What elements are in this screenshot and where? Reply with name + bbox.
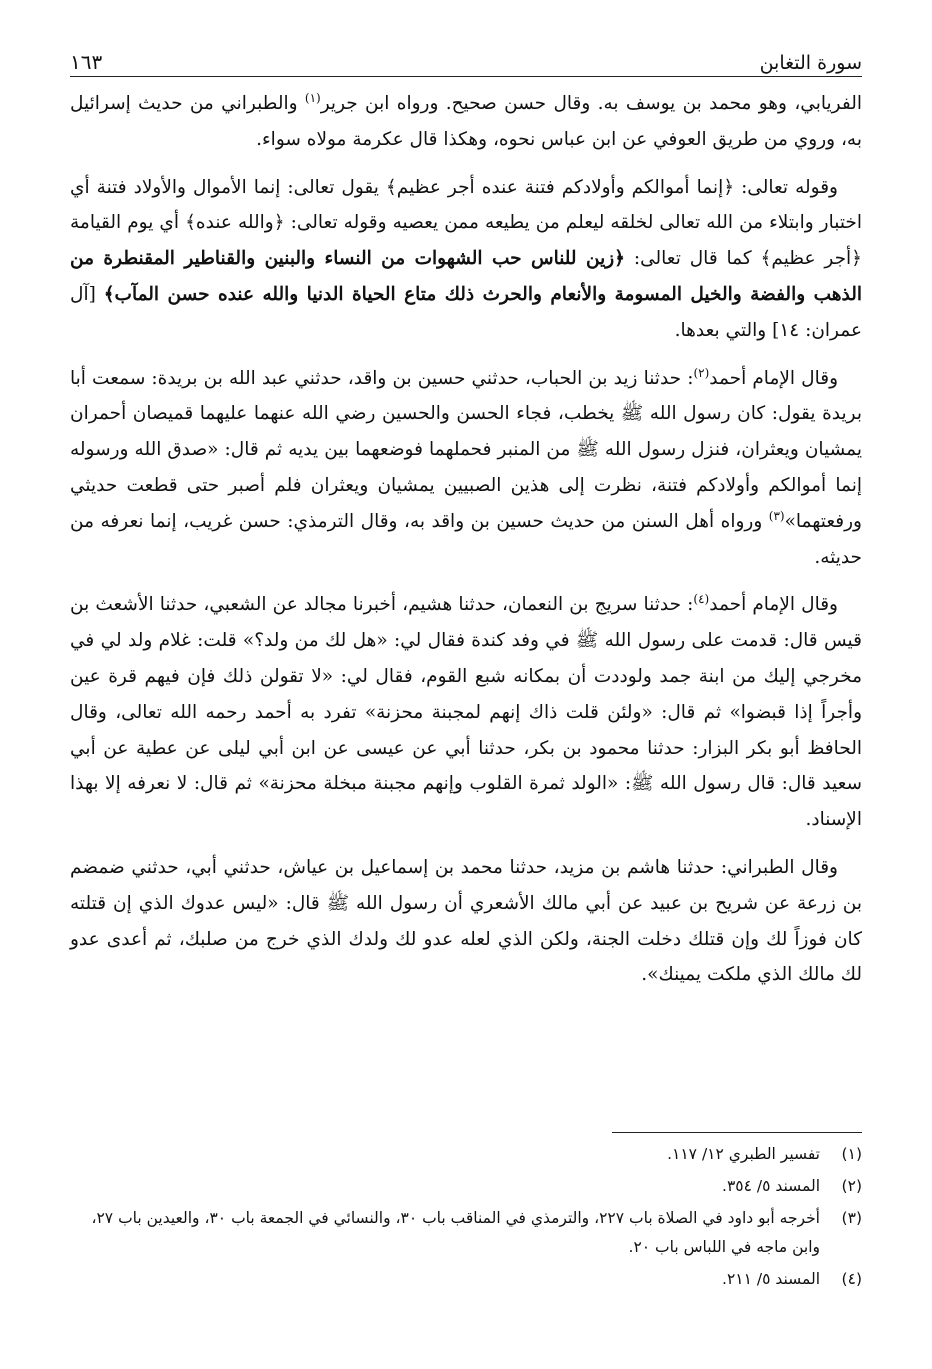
text-run: وقال الإمام أحمد	[709, 594, 838, 616]
footnote-text: أخرجه أبو داود في الصلاة باب ٢٢٧، والترمذي في المناقب باب ٣٠، والنسائي في الجمعة باب ٣٠، والعيدين باب ٢٧، وابن ماجه في اللباس باب ٢٠.	[91, 1209, 820, 1256]
footnote-ref[interactable]: (١)	[304, 90, 321, 105]
footnotes	[70, 1140, 862, 1297]
text-run: ورواه أهل السنن من حديث حسين بن واقد به، وقال الترمذي: حسن غريب، إنما نعرفه من حديثه.	[70, 510, 862, 568]
surah-title: سورة التغابن	[759, 52, 862, 74]
paragraph	[70, 361, 862, 576]
footnote	[70, 1140, 862, 1169]
footnote	[70, 1204, 862, 1262]
footnote-number: (١)	[841, 1145, 862, 1163]
footnote-ref[interactable]: (٤)	[693, 592, 710, 607]
text-run: وقال الإمام أحمد	[709, 367, 839, 389]
text-run: : حدثنا سريج بن النعمان، حدثنا هشيم، أخبرنا مجالد عن الشعبي، حدثنا الأشعث بن قيس قال: قدمت على رسول الله ﷺ في وفد كندة فقال لي: «هل لك من ولد؟» قلت: غلام ولد لي في مخرجي إليك من ابنة جمد ولوددت أن بمكانه شبع القوم، فقال لي: «لا تقولن ذلك فإن فيهم قرة عين وأجراً إذا قبضوا» ثم قال: «ولئن قلت ذاك إنهم لمجبنة محزنة» تفرد به أحمد رحمه الله تعالى، وقال الحافظ أبو بكر البزار: حدثنا محمود بن بكر، حدثنا أبي عن عيسى عن ابن أبي ليلى عن عطية عن أبي سعيد قال: قال رسول الله ﷺ: «الولد ثمرة القلوب وإنهم مجبنة مبخلة محزنة» ثم قال: لا نعرفه إلا بهذا الإسناد.	[70, 594, 862, 831]
paragraph	[70, 850, 862, 993]
page-header	[70, 40, 862, 74]
footnote-ref[interactable]: (٢)	[693, 365, 710, 380]
paragraph	[70, 86, 862, 158]
paragraph	[70, 587, 862, 838]
footnote-text: المسند ٥/ ٢١١.	[722, 1270, 820, 1288]
footnote-text: تفسير الطبري ١٢/ ١١٧.	[667, 1145, 820, 1163]
footnote-separator	[612, 1132, 862, 1133]
paragraph	[70, 170, 862, 349]
text-run: والطبراني من حديث إسرائيل به، وروي من طريق العوفي عن ابن عباس نحوه، وهكذا قال عكرمة مولاه سواء.	[70, 93, 862, 150]
main-text	[70, 86, 862, 1005]
text-run: الفريابي، وهو محمد بن يوسف به. وقال حسن صحيح. ورواه ابن جرير	[320, 93, 862, 114]
footnote	[70, 1265, 862, 1294]
footnote-number: (٤)	[841, 1270, 862, 1288]
text-run: : حدثنا زيد بن الحباب، حدثني حسين بن واقد، حدثني عبد الله بن بريدة: سمعت أبا بريدة يقول: كان رسول الله ﷺ يخطب، فجاء الحسن والحسين رضي الله عنهما عليهما قميصان أحمران يمشيان ويعثران، فنزل رسول الله ﷺ من المنبر فحملهما فوضعهما بين يديه ثم قال: «صدق الله ورسوله إنما أموالكم وأولادكم فتنة، نظرت إلى هذين الصبيين يمشيان ويعثران فلم أصبر حتى قطعت حديثي ورفعتهما»	[70, 367, 862, 532]
quran-verse: ﴿زين للناس حب الشهوات من النساء والبنين والقناطير المقنطرة من الذهب والفضة والخيل المسومة والأنعام والحرث ذلك متاع الحياة الدنيا والله عنده حسن المآب﴾	[70, 248, 862, 305]
footnote-number: (٣)	[841, 1209, 862, 1227]
text-run: وقال الطبراني: حدثنا هاشم بن مزيد، حدثنا محمد بن إسماعيل بن عياش، حدثني أبي، حدثني ضمضم بن زرعة عن شريح بن عبيد عن أبي مالك الأشعري أن رسول الله ﷺ قال: «ليس عدوك الذي إن قتلته كان فوزاً لك وإن قتلك دخلت الجنة، ولكن الذي لعله عدو لك ولدك الذي خرج من صلبك، ثم أعدى عدو لك مالك الذي ملكت يمينك».	[70, 856, 862, 986]
footnote-ref[interactable]: (٣)	[768, 508, 785, 523]
footnote-text: المسند ٥/ ٣٥٤.	[722, 1177, 820, 1195]
footnote	[70, 1172, 862, 1201]
text-run: وقوله تعالى: ﴿إنما أموالكم وأولادكم فتنة عنده أجر عظيم﴾ يقول تعالى: إنما الأموال والأولاد فتنة أي اختبار وابتلاء من الله تعالى لخلقه ليعلم من يطيعه ممن يعصيه وقوله تعالى: ﴿والله عنده﴾ أي يوم القيامة ﴿أجر عظيم﴾ كما قال تعالى:	[70, 176, 862, 270]
page-number: ١٦٣	[70, 50, 103, 74]
text-run: [آل عمران: ١٤] والتي بعدها.	[70, 283, 862, 341]
header-rule	[70, 76, 862, 77]
footnote-number: (٢)	[841, 1177, 862, 1195]
